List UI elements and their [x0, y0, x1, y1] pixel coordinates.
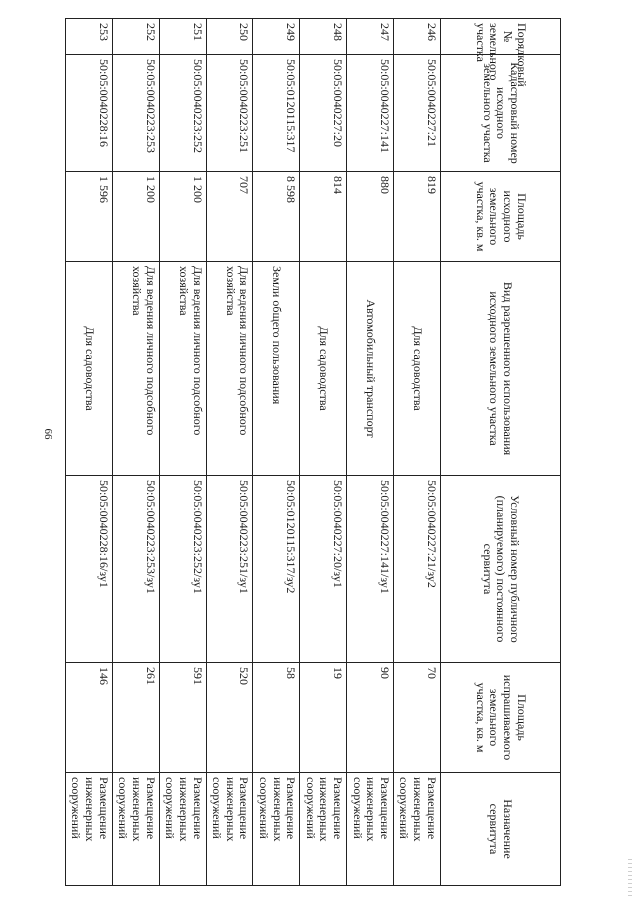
rotated-page — [65, 18, 561, 885]
cell-servitude-num: 50:05:0040223:252/зу1 — [159, 476, 206, 663]
cell-area-req: 58 — [253, 663, 300, 773]
header-servitude-num: Условный номер публичного (планируемого) постоянного сервитута — [441, 476, 561, 663]
cell-area-src: 814 — [300, 172, 347, 262]
cell-cadastral: 50:05:0040228:16 — [66, 55, 113, 172]
cell-purpose: Размещение инженерных сооружений — [300, 773, 347, 886]
cell-cadastral: 50:05:0120115:317 — [253, 55, 300, 172]
cell-cadastral: 50:05:0040223:252 — [159, 55, 206, 172]
cell-use: Для ведения личного подсобного хозяйства — [159, 262, 206, 476]
cell-num: 250 — [206, 19, 253, 55]
cell-area-req: 261 — [112, 663, 159, 773]
cell-purpose: Размещение инженерных сооружений — [253, 773, 300, 886]
cell-use: Автомобильный транспорт — [347, 262, 394, 476]
cell-cadastral: 50:05:0040227:20 — [300, 55, 347, 172]
cell-num: 247 — [347, 19, 394, 55]
table-row — [347, 19, 394, 886]
cell-cadastral: 50:05:0040223:253 — [112, 55, 159, 172]
cell-num: 246 — [394, 19, 441, 55]
cell-num: 249 — [253, 19, 300, 55]
cell-use: Для ведения личного подсобного хозяйства — [206, 262, 253, 476]
cell-servitude-num: 50:05:0040223:253/зу1 — [112, 476, 159, 663]
cell-cadastral: 50:05:0040227:21 — [394, 55, 441, 172]
servitude-table — [65, 18, 561, 886]
table-row — [159, 19, 206, 886]
cell-cadastral: 50:05:0040223:251 — [206, 55, 253, 172]
table-row — [253, 19, 300, 886]
cell-area-src: 8 598 — [253, 172, 300, 262]
cell-servitude-num: 50:05:0040227:141/зу1 — [347, 476, 394, 663]
cell-area-req: 591 — [159, 663, 206, 773]
cell-num: 248 — [300, 19, 347, 55]
cell-area-src: 880 — [347, 172, 394, 262]
cell-servitude-num: 50:05:0120115:317/зу2 — [253, 476, 300, 663]
cell-purpose: Размещение инженерных сооружений — [112, 773, 159, 886]
table-row — [206, 19, 253, 886]
cell-num: 252 — [112, 19, 159, 55]
cell-num: 253 — [66, 19, 113, 55]
table-header-row — [441, 19, 561, 886]
header-num: Порядковый № земельного участка — [441, 19, 561, 55]
cell-purpose: Размещение инженерных сооружений — [66, 773, 113, 886]
scan-edge-marks — [628, 859, 632, 899]
cell-servitude-num: 50:05:0040223:251/зу1 — [206, 476, 253, 663]
cell-purpose: Размещение инженерных сооружений — [206, 773, 253, 886]
cell-use: Для ведения личного подсобного хозяйства — [112, 262, 159, 476]
header-area-req: Площадь испрашиваемого земельного участка, кв. м — [441, 663, 561, 773]
cell-servitude-num: 50:05:0040227:21/зу2 — [394, 476, 441, 663]
cell-cadastral: 50:05:0040227:141 — [347, 55, 394, 172]
cell-use: Земли общего пользования — [253, 262, 300, 476]
cell-use: Для садоводства — [394, 262, 441, 476]
cell-area-src: 819 — [394, 172, 441, 262]
table-row — [66, 19, 113, 886]
cell-area-req: 19 — [300, 663, 347, 773]
header-use: Вид разрешенного использования исходного земельного участка — [441, 262, 561, 476]
cell-area-src: 1 596 — [66, 172, 113, 262]
cell-area-req: 70 — [394, 663, 441, 773]
cell-area-req: 146 — [66, 663, 113, 773]
cell-area-src: 1 200 — [159, 172, 206, 262]
cell-area-src: 1 200 — [112, 172, 159, 262]
cell-use: Для садоводства — [66, 262, 113, 476]
cell-area-req: 90 — [347, 663, 394, 773]
page-number: 66 — [42, 428, 54, 440]
header-area-src: Площадь исходного земельного участка, кв. м — [441, 172, 561, 262]
cell-num: 251 — [159, 19, 206, 55]
table-row — [394, 19, 441, 886]
cell-use: Для садоводства — [300, 262, 347, 476]
header-cadastral: Кадастровый номер исходного земельного участка — [441, 55, 561, 172]
cell-purpose: Размещение инженерных сооружений — [394, 773, 441, 886]
table-row — [300, 19, 347, 886]
cell-purpose: Размещение инженерных сооружений — [159, 773, 206, 886]
cell-purpose: Размещение инженерных сооружений — [347, 773, 394, 886]
cell-area-req: 520 — [206, 663, 253, 773]
cell-area-src: 707 — [206, 172, 253, 262]
table-row — [112, 19, 159, 886]
cell-servitude-num: 50:05:0040228:16/зу1 — [66, 476, 113, 663]
cell-servitude-num: 50:05:0040227:20/зу1 — [300, 476, 347, 663]
header-purpose: Назначение сервитута — [441, 773, 561, 886]
